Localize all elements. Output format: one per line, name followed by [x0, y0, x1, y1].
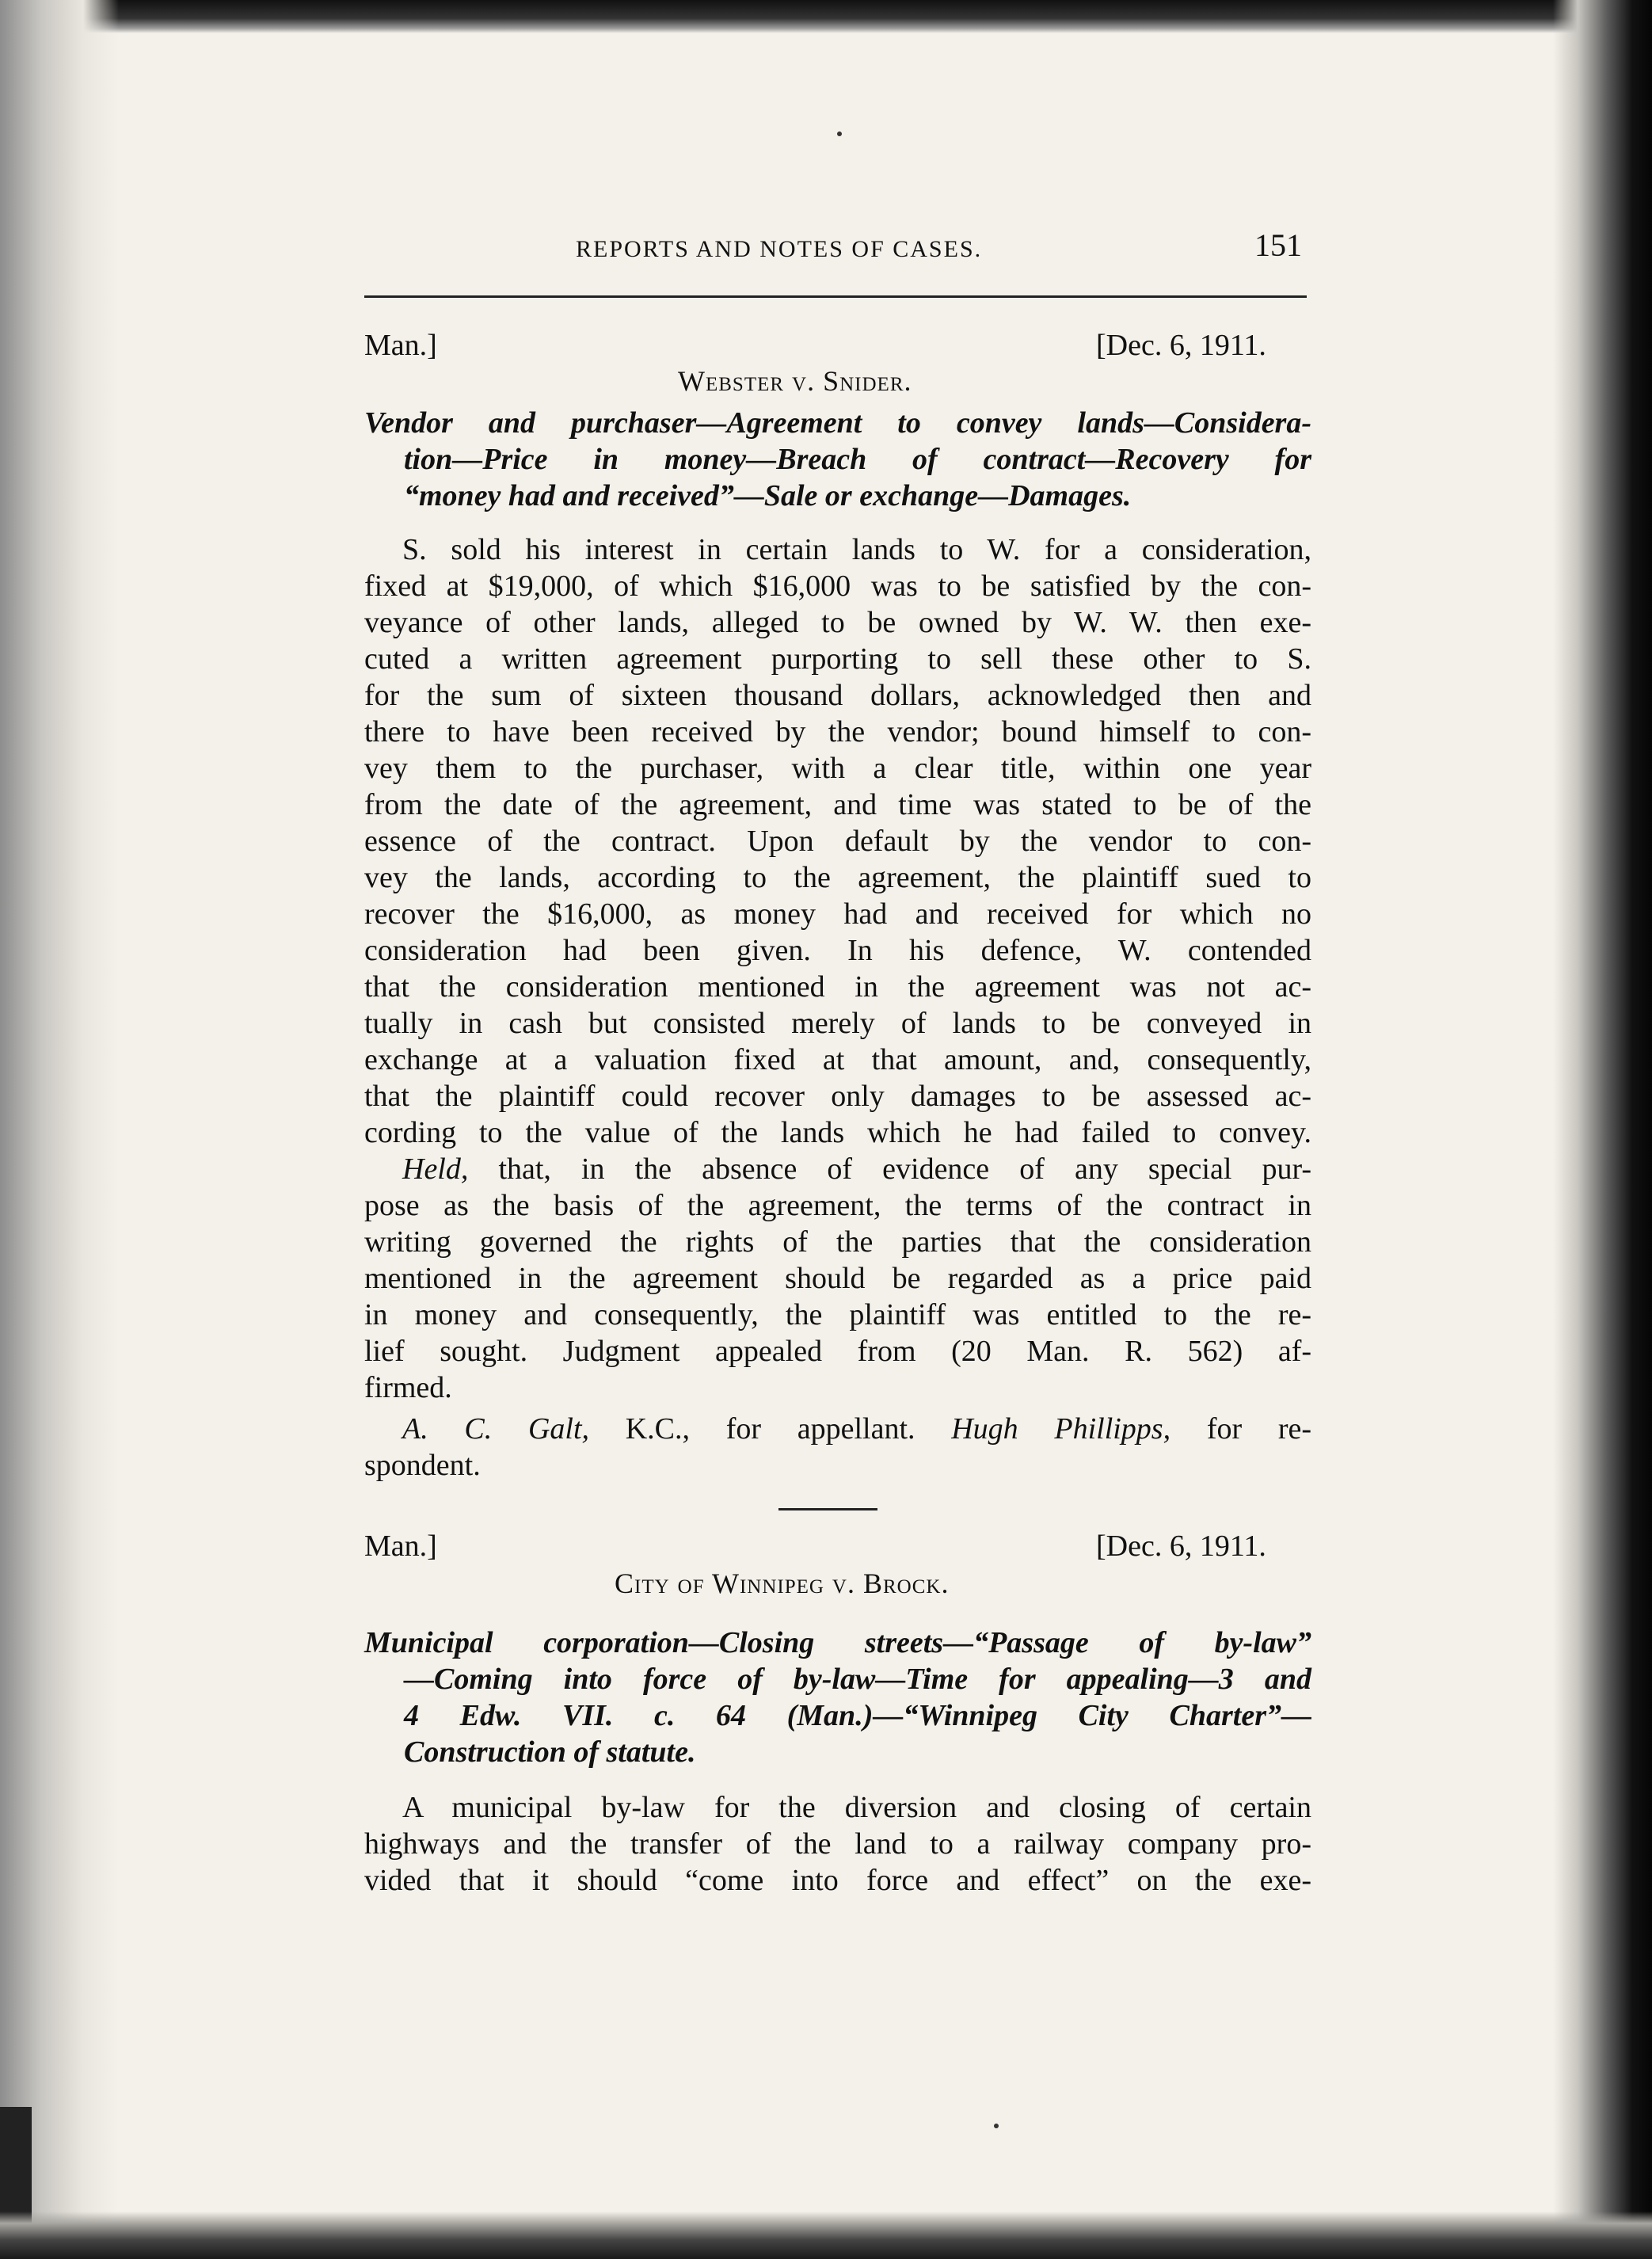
- case1-held-line: pose as the basis of the agreement, the terms of the contract in: [364, 1189, 1311, 1222]
- case2-headnote-line: —Coming into force of by-law—Time for appealing—3 and: [404, 1663, 1311, 1696]
- case1-body-line: S. sold his interest in certain lands to W. for a consideration,: [402, 533, 1311, 566]
- case1-headnote-line: “money had and received”—Sale or exchange—Damages.: [404, 479, 1132, 512]
- case1-body-line: from the date of the agreement, and time was stated to be of the: [364, 788, 1311, 821]
- case1-body-line: cording to the value of the lands which he had failed to convey.: [364, 1116, 1311, 1149]
- case1-headnote-line: tion—Price in money—Breach of contract—Recovery for: [404, 443, 1311, 476]
- counsel-respondent-name: Hugh Phillipps,: [951, 1412, 1171, 1446]
- case1-date: [Dec. 6, 1911.: [1096, 329, 1266, 362]
- case1-body-line: vey the lands, according to the agreement, the plaintiff sued to: [364, 861, 1311, 894]
- case1-held-line: mentioned in the agreement should be regarded as a price paid: [364, 1262, 1311, 1295]
- speck-mark: [837, 131, 842, 136]
- case1-court: Man.]: [364, 329, 437, 362]
- header-rule: [364, 295, 1307, 298]
- case1-counsel-last-line: spondent.: [364, 1449, 481, 1482]
- case1-held-line: lief sought. Judgment appealed from (20 Man. R. 562) af-: [364, 1335, 1311, 1368]
- case2-headnote-line: Construction of statute.: [404, 1735, 696, 1769]
- case2-headnote-line: Municipal corporation—Closing streets—“Passage of by-law”: [364, 1626, 1311, 1659]
- case1-held-last-line: firmed.: [364, 1371, 452, 1404]
- case1-body-line: vey them to the purchaser, with a clear title, within one year: [364, 752, 1311, 785]
- case2-body-line: A municipal by-law for the diversion and closing of certain: [402, 1791, 1311, 1824]
- speck-mark: [994, 2124, 999, 2128]
- case1-body-line: veyance of other lands, alleged to be owned by W. W. then exe-: [364, 606, 1311, 639]
- case1-body-line: tually in cash but consisted merely of lands to be conveyed in: [364, 1007, 1311, 1040]
- case-separator-rule: [778, 1508, 877, 1510]
- case1-body-line: exchange at a valuation fixed at that amount, and, consequently,: [364, 1043, 1311, 1076]
- case1-body-line: that the consideration mentioned in the agreement was not ac-: [364, 970, 1311, 1004]
- case1-held-line: writing governed the rights of the parties that the consideration: [364, 1225, 1311, 1259]
- case2-date: [Dec. 6, 1911.: [1096, 1529, 1266, 1563]
- counsel-appellant-name: A. C. Galt,: [402, 1412, 590, 1446]
- case1-counsel-line: [402, 1410, 1311, 1448]
- scan-border-top: [0, 0, 1652, 33]
- counsel-appellant-text: K.C., for appellant.: [589, 1412, 952, 1446]
- held-word: Held,: [402, 1152, 469, 1186]
- case1-body-line: consideration had been given. In his defence, W. contended: [364, 934, 1311, 967]
- case1-held-line: in money and consequently, the plaintiff was entitled to the re-: [364, 1298, 1311, 1331]
- running-title: REPORTS AND NOTES OF CASES.: [576, 236, 983, 262]
- case2-headnote-line: 4 Edw. VII. c. 64 (Man.)—“Winnipeg City Charter”—: [404, 1699, 1311, 1732]
- counsel-respondent-text: for re-: [1170, 1412, 1311, 1446]
- case1-headnote-line: Vendor and purchaser—Agreement to convey lands—Considera-: [364, 406, 1311, 440]
- case2-title: City of Winnipeg v. Brock.: [615, 1568, 950, 1599]
- case1-held-first-line: [402, 1150, 1311, 1188]
- held-first-line-rest: that, in the absence of evidence of any special pur-: [468, 1152, 1311, 1186]
- page-number: 151: [1254, 227, 1302, 263]
- case1-body-line: fixed at $19,000, of which $16,000 was to be satisfied by the con-: [364, 570, 1311, 603]
- case1-body-line: for the sum of sixteen thousand dollars, acknowledged then and: [364, 679, 1311, 712]
- case1-body-line: that the plaintiff could recover only damages to be assessed ac-: [364, 1080, 1311, 1113]
- case1-body-line: there to have been received by the vendor; bound himself to con-: [364, 715, 1311, 749]
- scan-border-right: [1553, 0, 1652, 2259]
- case2-body-line: vided that it should “come into force and effect” on the exe-: [364, 1864, 1311, 1897]
- scan-border-bottom: [0, 2211, 1652, 2259]
- scan-border-left: [0, 0, 119, 2259]
- case1-body-line: cuted a written agreement purporting to sell these other to S.: [364, 642, 1311, 676]
- case1-title: Webster v. Snider.: [678, 365, 912, 397]
- case1-body-line: essence of the contract. Upon default by the vendor to con-: [364, 825, 1311, 858]
- case1-body-line: recover the $16,000, as money had and received for which no: [364, 897, 1311, 931]
- case2-body-line: highways and the transfer of the land to a railway company pro-: [364, 1827, 1311, 1861]
- case2-court: Man.]: [364, 1529, 437, 1563]
